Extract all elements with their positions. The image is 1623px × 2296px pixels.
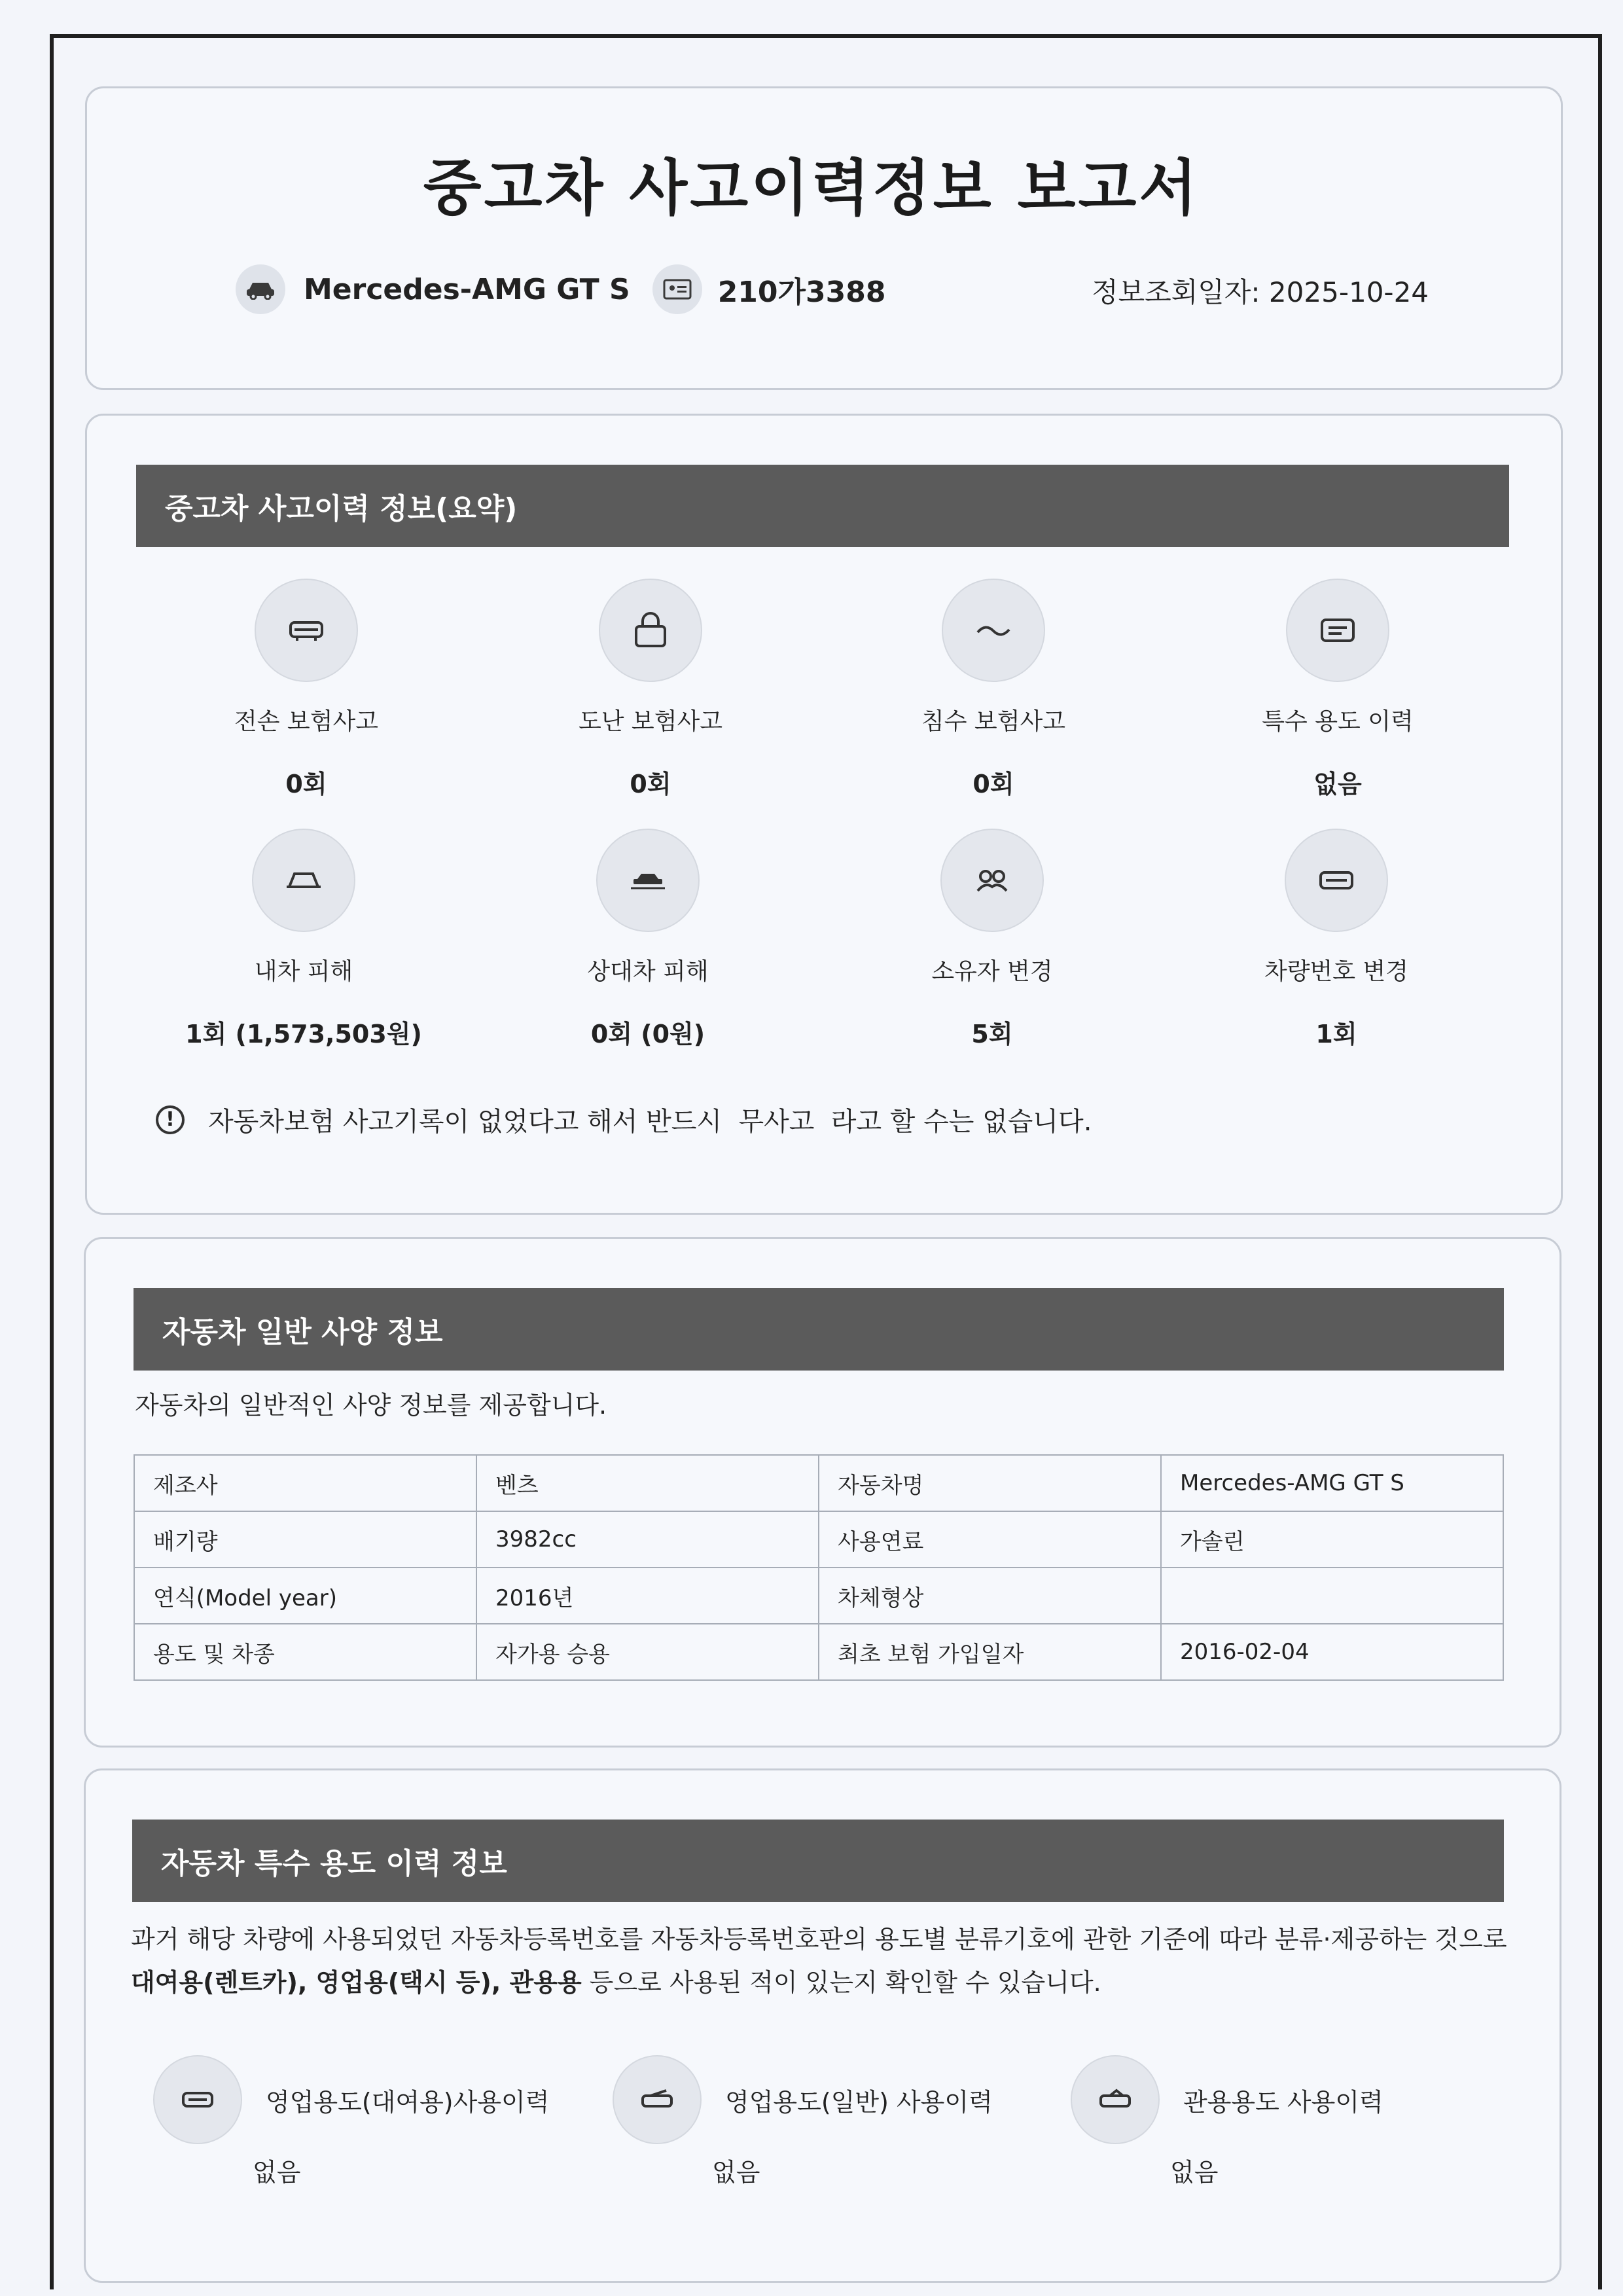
- table-row: [134, 1568, 1503, 1624]
- table-cell: 2016-02-04: [1161, 1624, 1503, 1680]
- other-car-icon: [596, 829, 700, 932]
- table-cell: 자동차명: [819, 1455, 1161, 1511]
- stat-label: 전손 보험사고: [234, 708, 379, 735]
- usage-section-title: 자동차 특수 용도 이력 정보: [132, 1820, 1504, 1902]
- special-use-icon: [1286, 579, 1389, 682]
- stat-theft: [520, 579, 781, 800]
- rental-car-icon: [153, 2055, 242, 2144]
- government-car-icon: [1071, 2055, 1160, 2144]
- header-card: [85, 86, 1563, 390]
- usage-value: 없음: [1170, 2158, 1219, 2187]
- stat-label: 침수 보험사고: [921, 708, 1066, 735]
- plate-change-icon: [1285, 829, 1388, 932]
- inquiry-date: 정보조회일자: 2025-10-24: [1092, 276, 1429, 308]
- usage-value: 없음: [253, 2158, 301, 2187]
- stat-label: 차량번호 변경: [1264, 958, 1409, 985]
- stat-label: 소유자 변경: [931, 958, 1053, 985]
- stat-owner-change: [861, 829, 1123, 1050]
- usage-business: [613, 2055, 993, 2187]
- car-icon: [236, 264, 285, 314]
- stat-value: 1회 (1,573,503원): [185, 1020, 422, 1049]
- stat-value: 0회: [972, 770, 1014, 798]
- report-title: 중고차 사고이력정보 보고서: [423, 153, 1200, 223]
- usage-value: 없음: [712, 2158, 760, 2187]
- table-cell: 2016년: [476, 1568, 819, 1624]
- id-card-icon: [652, 264, 702, 314]
- business-car-icon: [613, 2055, 702, 2144]
- summary-section-title: 중고차 사고이력 정보(요약): [136, 465, 1509, 547]
- usage-desc-business: 영업용(택시 등): [315, 1968, 491, 1997]
- stat-label: 특수 용도 이력: [1262, 708, 1414, 735]
- stat-plate-change: [1205, 829, 1467, 1050]
- table-cell: 3982cc: [476, 1511, 819, 1568]
- stat-special-use: [1207, 579, 1469, 800]
- table-row: [134, 1455, 1503, 1511]
- stat-label: 도난 보험사고: [578, 708, 723, 735]
- car-damage-icon: [252, 829, 355, 932]
- stat-flood: [863, 579, 1124, 800]
- stat-label: 상대차 피해: [587, 958, 709, 985]
- table-cell: 연식(Model year): [134, 1568, 476, 1624]
- no-accident-notice: [156, 1101, 1092, 1138]
- spec-table: [134, 1454, 1504, 1681]
- table-cell: 제조사: [134, 1455, 476, 1511]
- usage-desc-government: 관용용: [509, 1968, 582, 1997]
- car-wreck-icon: [255, 579, 358, 682]
- stat-total-loss: [175, 579, 437, 800]
- usage-label: 영업용도(일반) 사용이력: [725, 2087, 993, 2117]
- stat-own-damage: [173, 829, 435, 1050]
- usage-desc-rental: 대여용(렌트카): [131, 1968, 298, 1997]
- stat-value: 0회: [285, 770, 327, 798]
- table-cell: 벤츠: [476, 1455, 819, 1511]
- lock-icon: [599, 579, 702, 682]
- owner-change-icon: [940, 829, 1044, 932]
- usage-desc-separator: ,: [491, 1968, 510, 1997]
- table-cell: Mercedes-AMG GT S: [1161, 1455, 1503, 1511]
- usage-desc-line1: 과거 해당 차량에 사용되었던 자동차등록번호를 자동차등록번호판의 용도별 분류기호에 관한 기준에 따라 분류·제공하는 것으로: [131, 1925, 1507, 1954]
- table-cell: 용도 및 차종: [134, 1624, 476, 1680]
- usage-label: 관용용도 사용이력: [1183, 2087, 1383, 2117]
- vehicle-info: [236, 264, 886, 314]
- stat-value: 0회: [630, 770, 671, 798]
- usage-rental: [153, 2055, 550, 2187]
- usage-desc-tail: 등으로 사용된 적이 있는지 확인할 수 있습니다.: [581, 1968, 1101, 1997]
- table-cell: [1161, 1568, 1503, 1624]
- spec-section-title: 자동차 일반 사양 정보: [134, 1288, 1504, 1371]
- stat-label: 내차 피해: [254, 958, 353, 985]
- plate-number: 210가3388: [717, 276, 886, 309]
- table-cell: 배기량: [134, 1511, 476, 1568]
- table-cell: 가솔린: [1161, 1511, 1503, 1568]
- warning-icon: !: [156, 1105, 185, 1134]
- table-row: [134, 1624, 1503, 1680]
- usage-label: 영업용도(대여용)사용이력: [266, 2087, 550, 2117]
- table-cell: 차체형상: [819, 1568, 1161, 1624]
- usage-government: [1071, 2055, 1383, 2187]
- table-cell: 최초 보험 가입일자: [819, 1624, 1161, 1680]
- notice-text: 자동차보험 사고기록이 없었다고 해서 반드시 무사고 라고 할 수는 없습니다.: [208, 1107, 1092, 1137]
- table-row: [134, 1511, 1503, 1568]
- usage-description: [131, 1918, 1512, 2004]
- table-cell: 자가용 승용: [476, 1624, 819, 1680]
- stat-value: 1회: [1315, 1020, 1357, 1049]
- usage-desc-separator: ,: [297, 1968, 316, 1997]
- water-wave-icon: [942, 579, 1045, 682]
- vehicle-name: Mercedes-AMG GT S: [304, 272, 630, 306]
- table-cell: 사용연료: [819, 1511, 1161, 1568]
- stat-value: 0회 (0원): [590, 1020, 705, 1049]
- spec-description: 자동차의 일반적인 사양 정보를 제공합니다.: [135, 1391, 607, 1420]
- stat-value: 없음: [1313, 770, 1362, 798]
- stat-other-damage: [517, 829, 779, 1050]
- stat-value: 5회: [971, 1020, 1013, 1049]
